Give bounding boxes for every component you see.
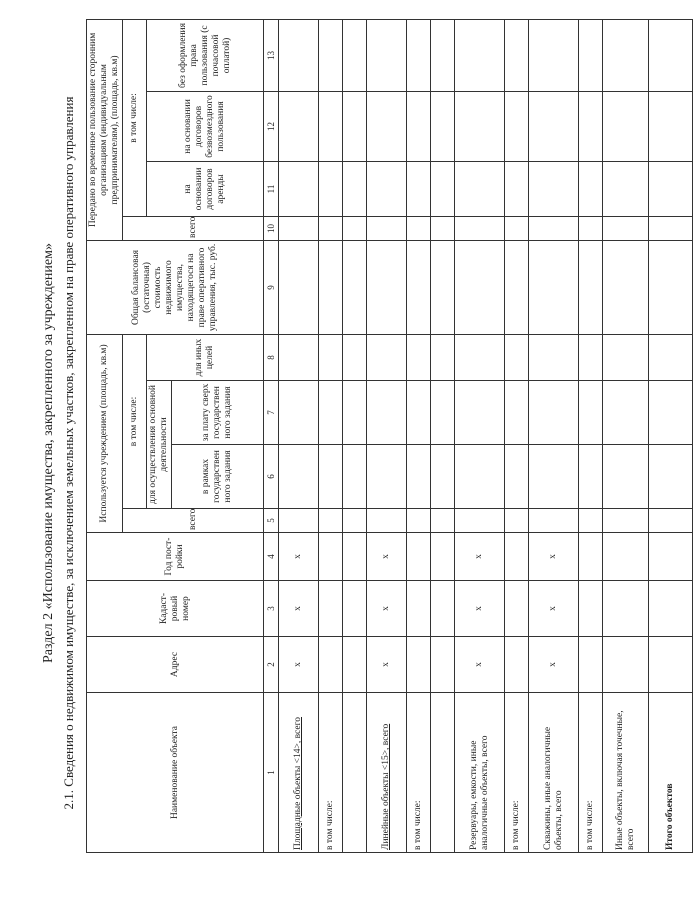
not-applicable-cell: x: [529, 581, 579, 637]
header-used-group: Используется учреждением (площадь, кв.м): [87, 334, 123, 532]
value-cell: [367, 240, 407, 334]
not-applicable-cell: [505, 533, 529, 581]
value-cell: [603, 381, 649, 445]
value-cell: [431, 334, 455, 380]
value-cell: [649, 509, 693, 533]
value-cell: [367, 381, 407, 445]
table-row: [649, 19, 693, 852]
value-cell: [431, 445, 455, 509]
header-cadastral: Кадаст-ровый номер: [87, 581, 264, 637]
value-cell: [579, 509, 603, 533]
value-cell: [579, 240, 603, 334]
not-applicable-cell: [319, 581, 343, 637]
header-free-use: на основании договоров безвозмездного пользования: [147, 91, 264, 161]
value-cell: [505, 445, 529, 509]
row-label-text: в том числе:: [413, 800, 423, 850]
value-cell: [279, 509, 319, 533]
value-cell: [505, 240, 529, 334]
value-cell: [407, 381, 431, 445]
value-cell: [319, 334, 343, 380]
value-cell: [367, 509, 407, 533]
value-cell: [649, 91, 693, 161]
row-label-text: в том числе:: [325, 800, 335, 850]
value-cell: [603, 334, 649, 380]
value-cell: [649, 216, 693, 240]
property-table: [86, 19, 693, 853]
value-cell: [579, 216, 603, 240]
value-cell: [455, 216, 505, 240]
value-cell: [431, 216, 455, 240]
value-cell: [407, 334, 431, 380]
value-cell: [367, 445, 407, 509]
column-number-3: 3: [264, 581, 279, 637]
not-applicable-cell: x: [279, 581, 319, 637]
header-including: в том числе:: [123, 334, 147, 508]
row-label-text: Площадные объекты <14>, всего: [293, 716, 303, 850]
value-cell: [579, 91, 603, 161]
row-label-text: Иные объекты, включая точечные, всего: [614, 710, 636, 850]
value-cell: [455, 445, 505, 509]
value-cell: [407, 216, 431, 240]
value-cell: [603, 91, 649, 161]
not-applicable-cell: [431, 637, 455, 693]
value-cell: [431, 91, 455, 161]
value-cell: [649, 19, 693, 91]
row-label: [367, 693, 407, 853]
value-cell: [529, 91, 579, 161]
value-cell: [367, 19, 407, 91]
value-cell: [529, 381, 579, 445]
value-cell: [529, 445, 579, 509]
value-cell: [343, 91, 367, 161]
value-cell: [407, 509, 431, 533]
table-row: [431, 19, 455, 852]
value-cell: [455, 509, 505, 533]
value-cell: [505, 334, 529, 380]
row-label: [579, 693, 603, 853]
value-cell: [367, 334, 407, 380]
value-cell: [529, 216, 579, 240]
value-cell: [579, 19, 603, 91]
not-applicable-cell: x: [367, 581, 407, 637]
row-label: [431, 693, 455, 853]
value-cell: [367, 161, 407, 216]
column-numbers-row: [264, 19, 279, 852]
table-row: [319, 19, 343, 852]
not-applicable-cell: [505, 581, 529, 637]
table-row: [407, 19, 431, 852]
value-cell: [279, 381, 319, 445]
not-applicable-cell: x: [455, 533, 505, 581]
column-number-10: 10: [264, 216, 279, 240]
column-number-11: 11: [264, 161, 279, 216]
header-transferred-including: в том числе:: [123, 19, 147, 216]
not-applicable-cell: x: [529, 533, 579, 581]
header-within-state-task: в рамках государствен ного задания: [172, 445, 264, 509]
value-cell: [343, 445, 367, 509]
value-cell: [407, 240, 431, 334]
value-cell: [649, 334, 693, 380]
value-cell: [279, 240, 319, 334]
value-cell: [279, 161, 319, 216]
row-label-text: Итого объектов: [665, 783, 675, 850]
row-label-text: в том числе:: [585, 800, 595, 850]
value-cell: [319, 216, 343, 240]
row-label: [279, 693, 319, 853]
not-applicable-cell: [319, 637, 343, 693]
not-applicable-cell: [579, 581, 603, 637]
value-cell: [529, 509, 579, 533]
header-lease: на основании договоров аренды: [147, 161, 264, 216]
not-applicable-cell: x: [279, 533, 319, 581]
subsection-title: 2.1. Сведения о недвижимом имуществе, за исключением земельных участков, закрепленном на праве оперативного управления: [61, 96, 76, 810]
value-cell: [343, 161, 367, 216]
value-cell: [529, 19, 579, 91]
row-label: [649, 693, 693, 853]
row-label: [529, 693, 579, 853]
not-applicable-cell: [407, 581, 431, 637]
value-cell: [649, 445, 693, 509]
not-applicable-cell: [343, 637, 367, 693]
value-cell: [431, 509, 455, 533]
value-cell: [279, 216, 319, 240]
value-cell: [455, 334, 505, 380]
value-cell: [529, 240, 579, 334]
row-label: [505, 693, 529, 853]
row-label: [343, 693, 367, 853]
not-applicable-cell: [649, 637, 693, 693]
value-cell: [431, 161, 455, 216]
table-row: [343, 19, 367, 852]
value-cell: [279, 91, 319, 161]
value-cell: [407, 19, 431, 91]
not-applicable-cell: [603, 533, 649, 581]
value-cell: [367, 216, 407, 240]
not-applicable-cell: [579, 533, 603, 581]
value-cell: [603, 161, 649, 216]
row-label-text: Резервуары, емкости, иные аналогичные объекты, всего: [468, 735, 490, 850]
value-cell: [431, 240, 455, 334]
header-year: Год пост-ройки: [87, 533, 264, 581]
value-cell: [279, 19, 319, 91]
value-cell: [279, 445, 319, 509]
table-row: [367, 19, 407, 852]
header-address: Адрес: [87, 637, 264, 693]
value-cell: [505, 19, 529, 91]
row-label-text: Линейные объекты <15>, всего: [381, 723, 391, 850]
table-row: [579, 19, 603, 852]
value-cell: [603, 19, 649, 91]
section-title: Раздел 2 «Использование имущества, закрепленного за учреждением»: [41, 243, 56, 663]
value-cell: [319, 161, 343, 216]
value-cell: [603, 509, 649, 533]
value-cell: [407, 91, 431, 161]
value-cell: [505, 216, 529, 240]
header-transferred-total: всего: [123, 216, 264, 240]
not-applicable-cell: x: [279, 637, 319, 693]
value-cell: [319, 19, 343, 91]
table-row: [279, 19, 319, 852]
value-cell: [343, 334, 367, 380]
header-paid-above: за плату сверх государствен ного задания: [172, 381, 264, 445]
not-applicable-cell: [319, 533, 343, 581]
value-cell: [455, 381, 505, 445]
value-cell: [407, 161, 431, 216]
value-cell: [505, 509, 529, 533]
not-applicable-cell: [431, 533, 455, 581]
value-cell: [431, 381, 455, 445]
value-cell: [649, 381, 693, 445]
column-number-6: 6: [264, 445, 279, 509]
column-number-5: 5: [264, 509, 279, 533]
value-cell: [529, 161, 579, 216]
value-cell: [343, 216, 367, 240]
not-applicable-cell: [343, 581, 367, 637]
value-cell: [603, 240, 649, 334]
column-number-9: 9: [264, 240, 279, 334]
column-number-13: 13: [264, 19, 279, 91]
header-name: Наименование объекта: [87, 693, 264, 853]
row-label-text: в том числе:: [511, 800, 521, 850]
value-cell: [505, 381, 529, 445]
value-cell: [603, 445, 649, 509]
not-applicable-cell: [505, 637, 529, 693]
header-without-right: без оформления права пользования (с почасовой оплатой): [147, 19, 264, 91]
header-other-purposes: для иных целей: [147, 334, 264, 380]
row-label-text: Скважины, иные аналогичные объекты, всего: [542, 726, 564, 850]
header-book-value: Общая балансовая (остаточная) стоимость недвижимого имущества, находящегося на праве оперативного управления, тыс. руб.: [87, 240, 264, 334]
value-cell: [319, 445, 343, 509]
value-cell: [343, 240, 367, 334]
value-cell: [455, 240, 505, 334]
table-row: [529, 19, 579, 852]
value-cell: [579, 161, 603, 216]
header-transferred-group: Передано во временное пользование сторонним организациям (индивидуальным предпринимателям), (площадь, кв.м): [87, 19, 123, 240]
value-cell: [343, 381, 367, 445]
not-applicable-cell: [579, 637, 603, 693]
value-cell: [529, 334, 579, 380]
value-cell: [649, 240, 693, 334]
column-number-7: 7: [264, 381, 279, 445]
not-applicable-cell: x: [367, 533, 407, 581]
value-cell: [279, 334, 319, 380]
value-cell: [319, 240, 343, 334]
table-row: [505, 19, 529, 852]
value-cell: [455, 161, 505, 216]
column-number-4: 4: [264, 533, 279, 581]
not-applicable-cell: [407, 637, 431, 693]
value-cell: [407, 445, 431, 509]
value-cell: [319, 509, 343, 533]
row-label: [455, 693, 505, 853]
value-cell: [603, 216, 649, 240]
value-cell: [579, 334, 603, 380]
table-row: [455, 19, 505, 852]
value-cell: [319, 91, 343, 161]
not-applicable-cell: [649, 581, 693, 637]
value-cell: [367, 91, 407, 161]
column-number-12: 12: [264, 91, 279, 161]
value-cell: [319, 381, 343, 445]
value-cell: [455, 91, 505, 161]
not-applicable-cell: [343, 533, 367, 581]
not-applicable-cell: x: [455, 581, 505, 637]
row-label: [407, 693, 431, 853]
not-applicable-cell: [431, 581, 455, 637]
value-cell: [343, 509, 367, 533]
not-applicable-cell: [603, 581, 649, 637]
value-cell: [579, 381, 603, 445]
row-label: [319, 693, 343, 853]
not-applicable-cell: [649, 533, 693, 581]
header-main-activity: для осуществления основной деятельности: [147, 381, 172, 509]
not-applicable-cell: [407, 533, 431, 581]
not-applicable-cell: [603, 637, 649, 693]
table-row: [603, 19, 649, 852]
column-number-8: 8: [264, 334, 279, 380]
value-cell: [649, 161, 693, 216]
not-applicable-cell: x: [455, 637, 505, 693]
value-cell: [505, 91, 529, 161]
value-cell: [579, 445, 603, 509]
value-cell: [343, 19, 367, 91]
column-number-2: 2: [264, 637, 279, 693]
not-applicable-cell: x: [367, 637, 407, 693]
not-applicable-cell: x: [529, 637, 579, 693]
value-cell: [505, 161, 529, 216]
header-total: всего: [123, 509, 264, 533]
column-number-1: 1: [264, 693, 279, 853]
value-cell: [431, 19, 455, 91]
row-label: [603, 693, 649, 853]
value-cell: [455, 19, 505, 91]
